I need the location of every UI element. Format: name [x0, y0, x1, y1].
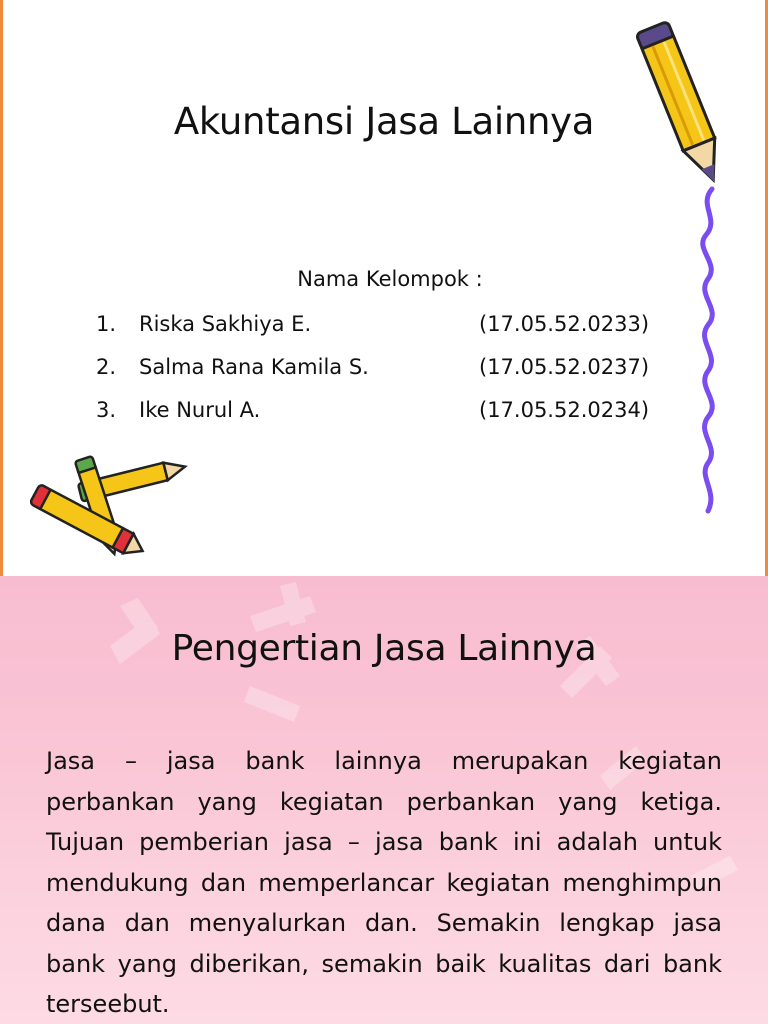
member-id: (17.05.52.0233): [479, 312, 650, 336]
member-name: Salma Rana Kamila S.: [139, 355, 369, 379]
body-paragraph: Jasa – jasa bank lainnya merupakan kegiatan perbankan yang kegiatan perbankan yang ketiga. Tujuan pemberian jasa – jasa bank ini adalah untuk mendukung dan memperlancar kegiatan menghimpun dana dan menyalurkan dan. Semakin lengkap jasa bank yang diberikan, semakin baik kualitas dari bank terseebut.: [46, 747, 722, 1018]
member-item: [96, 395, 696, 438]
member-name: Ike Nurul A.: [139, 398, 261, 422]
member-number: 3.: [96, 398, 117, 422]
member-number: 2.: [96, 355, 117, 379]
squiggle-line: [690, 185, 730, 520]
slide-title: Pengertian Jasa Lainnya: [171, 628, 597, 669]
pencils-icon: [30, 440, 190, 560]
member-id: (17.05.52.0234): [479, 398, 650, 422]
member-list: [96, 309, 696, 438]
member-id: (17.05.52.0237): [479, 355, 650, 379]
member-name: Riska Sakhiya E.: [139, 312, 312, 336]
member-item: [96, 309, 696, 352]
pencil-icon: [600, 20, 730, 200]
group-heading: Nama Kelompok :: [297, 267, 483, 291]
slide-title: Akuntansi Jasa Lainnya: [173, 100, 595, 143]
member-item: [96, 352, 696, 395]
slide-2: [0, 576, 768, 1024]
member-number: 1.: [96, 312, 117, 336]
